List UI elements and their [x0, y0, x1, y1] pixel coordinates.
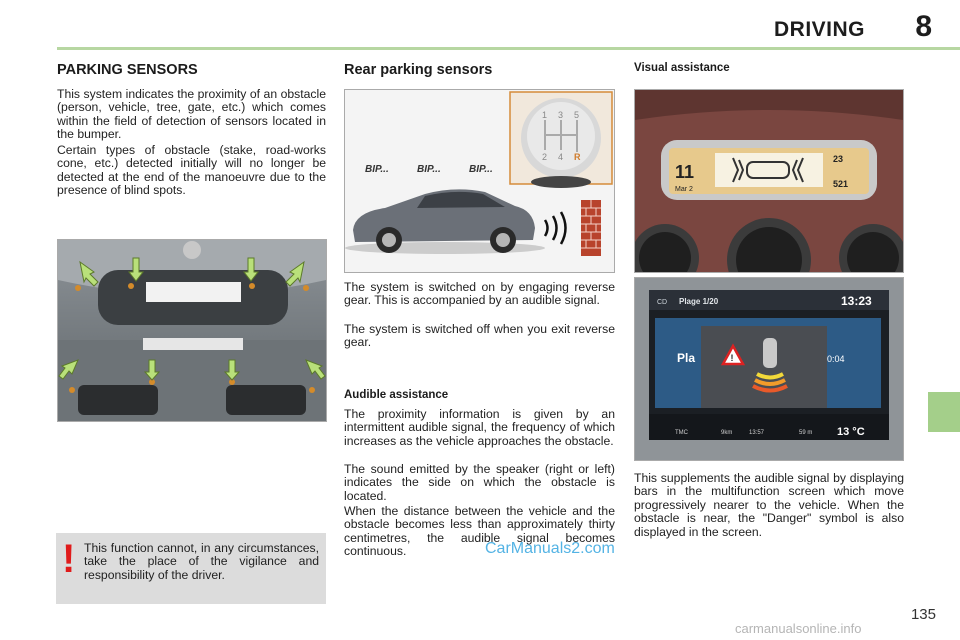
screen-status-km: 9km [721, 430, 733, 436]
visual-paragraph: This supplements the audible signal by displaying bars in the multifunction screen which move progressively nearer to the vehicle. When the obstacle is near, the "Danger" symbol is also displayed in the screen. [634, 471, 904, 539]
screen-source: CD [657, 299, 668, 306]
beep-label: BIP... [417, 164, 441, 175]
header-rule [57, 47, 960, 50]
footer-watermark: carmanualsonline.info [735, 621, 862, 636]
dash-temp: 23 [833, 154, 844, 164]
switch-on-paragraph: The system is switched on by engaging reverse gear. This is accompanied by an audible signal. [344, 280, 615, 308]
visual-heading: Visual assistance [634, 62, 730, 74]
watermark: CarManuals2.com [485, 540, 615, 557]
gear-label: 5 [574, 110, 580, 120]
audible-paragraph-2: The sound emitted by the speaker (right or left) indicates the side on which the obstacle is located. [344, 462, 615, 503]
screen-play-label: Pla [677, 351, 696, 365]
screen-status-tmc: TMC [675, 430, 688, 436]
screen-time: 13:23 [841, 294, 872, 308]
intro-paragraph: This system indicates the proximity of an obstacle (person, vehicle, tree, gate, etc.) which comes within the field of detection of sensors located in the bumper. [57, 87, 326, 142]
page-number: 135 [910, 606, 936, 623]
screen-status-temp: 13 °C [837, 426, 865, 438]
svg-text:!: ! [730, 353, 734, 363]
beep-label: BIP... [365, 164, 389, 175]
switch-off-paragraph: The system is switched off when you exit reverse gear. [344, 322, 615, 350]
gear-label: 1 [542, 110, 548, 120]
dash-distance: 521 [833, 179, 849, 189]
rear-sensors-heading: Rear parking sensors [344, 62, 493, 78]
gear-label: 2 [542, 152, 548, 162]
multifunction-screen-image [634, 277, 904, 461]
audible-heading: Audible assistance [344, 389, 449, 401]
bumper-sensors-image [57, 239, 327, 422]
warning-box [56, 533, 326, 604]
warning-text: This function cannot, in any circumstances, take the place of the vigilance and responsibility of the driver. [84, 541, 319, 582]
dash-clock: 11 [675, 162, 695, 182]
beep-label: BIP... [469, 164, 493, 175]
gear-label-reverse: R [574, 152, 581, 162]
exclamation-icon: ! [62, 537, 76, 581]
screen-status-clock: 13:57 [749, 430, 765, 436]
screen-status-m: 59 m [799, 430, 813, 436]
dashboard-display-image [634, 89, 904, 273]
gear-label: 3 [558, 110, 564, 120]
chapter-title: DRIVING [773, 18, 865, 41]
dash-date: Mar 2 [675, 186, 693, 193]
chapter-number: 8 [915, 10, 932, 43]
screen-track: Plage 1/20 [679, 297, 719, 306]
reversing-car-image [344, 89, 615, 273]
screen-elapsed: 0:04 [827, 354, 845, 364]
audible-paragraph-3: When the distance between the vehicle and the obstacle becomes less than approximately thirty centimetres, the audible signal becomes continuous. [344, 504, 615, 559]
brick-wall-icon [581, 200, 601, 256]
section-heading: PARKING SENSORS [57, 62, 198, 78]
gear-label: 4 [558, 152, 564, 162]
chapter-tab [928, 392, 960, 432]
audible-paragraph-1: The proximity information is given by an intermittent audible signal, the frequency of which increases as the vehicle approaches the obstacle. [344, 407, 615, 448]
blind-spot-paragraph: Certain types of obstacle (stake, road-works cone, etc.) detected initially will no longer be detected at the end of the manoeuvre due to the presence of blind spots. [57, 143, 326, 198]
